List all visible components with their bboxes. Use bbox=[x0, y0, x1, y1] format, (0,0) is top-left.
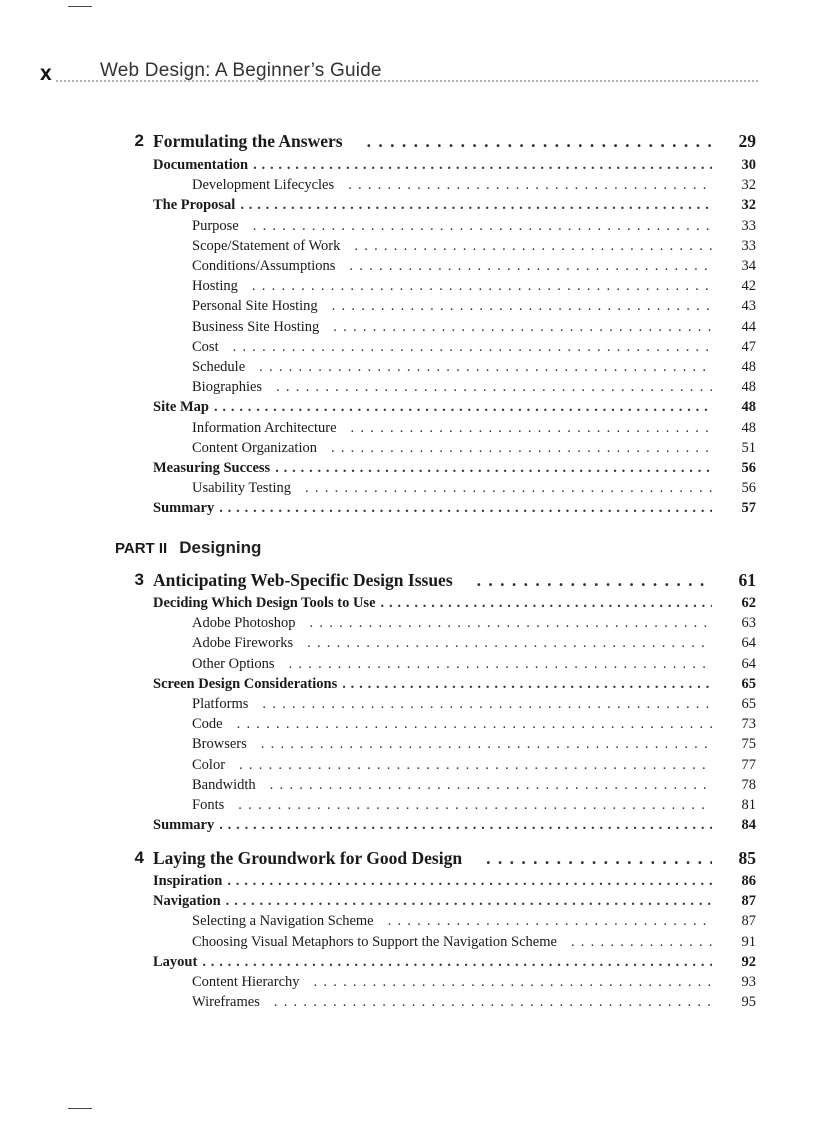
page-number: 73 bbox=[741, 716, 756, 733]
chapter-number: 4 bbox=[134, 848, 144, 867]
toc-section-entry bbox=[0, 817, 816, 837]
page-number: 32 bbox=[741, 197, 756, 214]
page-number: 93 bbox=[741, 974, 756, 990]
book-title: Web Design: A Beginner’s Guide bbox=[100, 60, 382, 81]
page-number: 29 bbox=[738, 131, 756, 151]
dot-leader bbox=[233, 339, 712, 356]
entry-title: Summary bbox=[153, 817, 215, 834]
entry-title: Conditions/Assumptions bbox=[192, 258, 336, 274]
dot-leader bbox=[314, 974, 712, 991]
page-number: 63 bbox=[741, 615, 756, 632]
dot-leader bbox=[226, 893, 712, 910]
chapter-heading bbox=[0, 848, 816, 872]
dot-leader bbox=[477, 570, 712, 591]
toc-subsection-entry bbox=[0, 379, 816, 399]
toc-subsection-entry bbox=[0, 635, 816, 655]
entry-title: Choosing Visual Metaphors to Support the Navigation Scheme bbox=[192, 933, 557, 950]
entry-title: Navigation bbox=[153, 893, 221, 910]
dot-leader bbox=[342, 676, 712, 693]
toc-subsection-entry bbox=[0, 359, 816, 379]
page-number: 48 bbox=[741, 379, 756, 396]
part-title: Designing bbox=[179, 538, 262, 557]
entry-title: Inspiration bbox=[153, 873, 223, 889]
dot-leader bbox=[367, 131, 712, 152]
entry-title: Cost bbox=[192, 338, 219, 355]
dot-leader bbox=[333, 319, 712, 336]
toc-subsection-entry bbox=[0, 420, 816, 440]
chapter-title: Anticipating Web-Specific Design Issues bbox=[153, 570, 453, 590]
page-number: 56 bbox=[741, 480, 756, 497]
toc-subsection-entry bbox=[0, 298, 816, 318]
toc-subsection-entry bbox=[0, 218, 816, 238]
toc-subsection-entry bbox=[0, 736, 816, 756]
chapter-title: Laying the Groundwork for Good Design bbox=[153, 848, 463, 868]
dot-leader bbox=[349, 258, 712, 275]
entry-title: Other Options bbox=[192, 655, 275, 672]
dot-leader bbox=[202, 954, 712, 971]
page-number: 65 bbox=[741, 696, 756, 712]
page-number: 91 bbox=[741, 933, 756, 950]
page-number: 51 bbox=[741, 439, 756, 456]
dot-leader bbox=[261, 736, 712, 753]
dot-leader bbox=[253, 157, 712, 174]
entry-title: Biographies bbox=[192, 379, 263, 396]
toc-subsection-entry bbox=[0, 994, 816, 1014]
dot-leader bbox=[307, 635, 712, 652]
entry-title: Color bbox=[192, 756, 226, 773]
toc-subsection-entry bbox=[0, 716, 816, 736]
dot-leader bbox=[275, 460, 712, 477]
page-number: 92 bbox=[741, 953, 756, 970]
dot-leader bbox=[381, 595, 712, 612]
toc-subsection-entry bbox=[0, 696, 816, 716]
page-number: 48 bbox=[741, 399, 756, 416]
dot-leader bbox=[270, 777, 712, 794]
toc-section-entry bbox=[0, 595, 816, 615]
page-numeral: x bbox=[40, 62, 52, 85]
dot-leader bbox=[214, 399, 712, 416]
toc-section-entry bbox=[0, 893, 816, 913]
page-number: 56 bbox=[741, 460, 756, 476]
dot-leader bbox=[571, 934, 712, 951]
toc-subsection-entry bbox=[0, 757, 816, 777]
chapter-heading bbox=[0, 131, 816, 155]
entry-title: Browsers bbox=[192, 736, 247, 753]
toc-section-entry bbox=[0, 500, 816, 520]
toc-section-entry bbox=[0, 873, 816, 893]
entry-title: Adobe Fireworks bbox=[192, 635, 294, 652]
entry-title: Documentation bbox=[153, 157, 249, 173]
part-heading bbox=[115, 538, 261, 558]
toc-subsection-entry bbox=[0, 258, 816, 278]
dot-leader bbox=[259, 359, 712, 376]
chapter-number: 3 bbox=[134, 570, 144, 589]
crop-mark-bottom bbox=[68, 1108, 92, 1109]
toc-section-entry bbox=[0, 460, 816, 480]
entry-title: Measuring Success bbox=[153, 460, 271, 476]
dot-leader bbox=[219, 500, 712, 517]
dot-leader bbox=[348, 177, 712, 194]
toc-subsection-entry bbox=[0, 974, 816, 994]
page-number: 62 bbox=[741, 595, 756, 611]
page-number: 30 bbox=[741, 157, 756, 173]
entry-title: Content Organization bbox=[192, 439, 317, 456]
entry-title: Platforms bbox=[192, 696, 249, 712]
toc-section-entry bbox=[0, 197, 816, 217]
toc-subsection-entry bbox=[0, 238, 816, 258]
page-number: 84 bbox=[741, 817, 756, 834]
page-number: 77 bbox=[741, 756, 756, 773]
dot-leader bbox=[227, 873, 712, 890]
dot-leader bbox=[252, 278, 712, 295]
dot-leader bbox=[239, 757, 712, 774]
crop-mark-top bbox=[68, 6, 92, 7]
page-number: 86 bbox=[741, 873, 756, 889]
page-number: 47 bbox=[741, 338, 756, 355]
page-number: 95 bbox=[741, 994, 756, 1011]
entry-title: Purpose bbox=[192, 217, 239, 234]
entry-title: Development Lifecycles bbox=[192, 177, 335, 194]
dot-leader bbox=[388, 913, 712, 930]
page-number: 75 bbox=[741, 736, 756, 753]
dot-leader bbox=[351, 420, 712, 437]
part-label: PART II bbox=[115, 540, 168, 557]
page-number: 81 bbox=[741, 797, 756, 813]
toc-subsection-entry bbox=[0, 934, 816, 954]
entry-title: Screen Design Considerations bbox=[153, 675, 338, 692]
running-head bbox=[40, 58, 758, 88]
page-number: 87 bbox=[741, 913, 756, 930]
dot-leader bbox=[331, 440, 712, 457]
page-number: 42 bbox=[741, 278, 756, 295]
entry-title: Adobe Photoshop bbox=[192, 615, 296, 632]
page-number: 33 bbox=[741, 237, 756, 254]
entry-title: Hosting bbox=[192, 278, 238, 295]
dot-leader bbox=[237, 716, 712, 733]
toc-section-entry bbox=[0, 954, 816, 974]
page-number: 34 bbox=[741, 258, 756, 274]
toc-section-entry bbox=[0, 676, 816, 696]
toc-subsection-entry bbox=[0, 656, 816, 676]
toc-subsection-entry bbox=[0, 339, 816, 359]
dot-leader bbox=[238, 797, 712, 814]
entry-title: Personal Site Hosting bbox=[192, 298, 318, 315]
dot-leader bbox=[240, 197, 712, 214]
page-number: 33 bbox=[741, 217, 756, 234]
page-number: 57 bbox=[741, 500, 756, 517]
chapter-title: Formulating the Answers bbox=[153, 131, 343, 151]
dot-leader bbox=[219, 817, 712, 834]
page-number: 61 bbox=[738, 570, 756, 590]
toc-subsection-entry bbox=[0, 797, 816, 817]
entry-title: Information Architecture bbox=[192, 419, 337, 436]
page-number: 64 bbox=[741, 655, 756, 672]
toc-subsection-entry bbox=[0, 480, 816, 500]
dot-leader bbox=[276, 379, 712, 396]
entry-title: Bandwidth bbox=[192, 776, 256, 793]
page-number: 32 bbox=[741, 177, 756, 194]
entry-title: Schedule bbox=[192, 359, 246, 375]
toc-section-entry bbox=[0, 157, 816, 177]
chapter-heading bbox=[0, 570, 816, 594]
entry-title: Summary bbox=[153, 500, 215, 517]
page-number: 48 bbox=[741, 419, 756, 436]
page-number: 64 bbox=[741, 635, 756, 652]
entry-title: Business Site Hosting bbox=[192, 318, 320, 335]
toc-subsection-entry bbox=[0, 319, 816, 339]
toc-section-entry bbox=[0, 399, 816, 419]
dot-leader bbox=[310, 615, 712, 632]
dot-leader bbox=[332, 298, 712, 315]
dot-leader bbox=[253, 218, 712, 235]
entry-title: Scope/Statement of Work bbox=[192, 237, 341, 254]
page-number: 78 bbox=[741, 776, 756, 793]
page-number: 43 bbox=[741, 298, 756, 315]
entry-title: Deciding Which Design Tools to Use bbox=[153, 595, 376, 611]
dot-leader bbox=[305, 480, 712, 497]
dot-leader bbox=[262, 696, 712, 713]
page-number: 87 bbox=[741, 893, 756, 910]
page-number: 65 bbox=[741, 675, 756, 692]
entry-title: Selecting a Navigation Scheme bbox=[192, 913, 374, 930]
entry-title: Code bbox=[192, 716, 223, 733]
toc-subsection-entry bbox=[0, 278, 816, 298]
entry-title: Fonts bbox=[192, 797, 225, 813]
toc-subsection-entry bbox=[0, 177, 816, 197]
entry-title: The Proposal bbox=[153, 197, 236, 214]
toc-subsection-entry bbox=[0, 777, 816, 797]
toc-subsection-entry bbox=[0, 615, 816, 635]
page-number: 48 bbox=[741, 359, 756, 375]
chapter-number: 2 bbox=[134, 131, 144, 150]
entry-title: Wireframes bbox=[192, 994, 260, 1011]
page-number: 85 bbox=[738, 848, 756, 868]
dot-leader bbox=[274, 994, 712, 1011]
entry-title: Site Map bbox=[153, 399, 209, 416]
dot-leader bbox=[354, 238, 712, 255]
page-number: 44 bbox=[741, 318, 756, 335]
dot-leader bbox=[486, 848, 712, 869]
toc-subsection-entry bbox=[0, 913, 816, 933]
entry-title: Layout bbox=[153, 953, 198, 970]
entry-title: Content Hierarchy bbox=[192, 974, 300, 990]
entry-title: Usability Testing bbox=[192, 480, 292, 497]
dot-leader bbox=[289, 656, 712, 673]
toc-subsection-entry bbox=[0, 440, 816, 460]
